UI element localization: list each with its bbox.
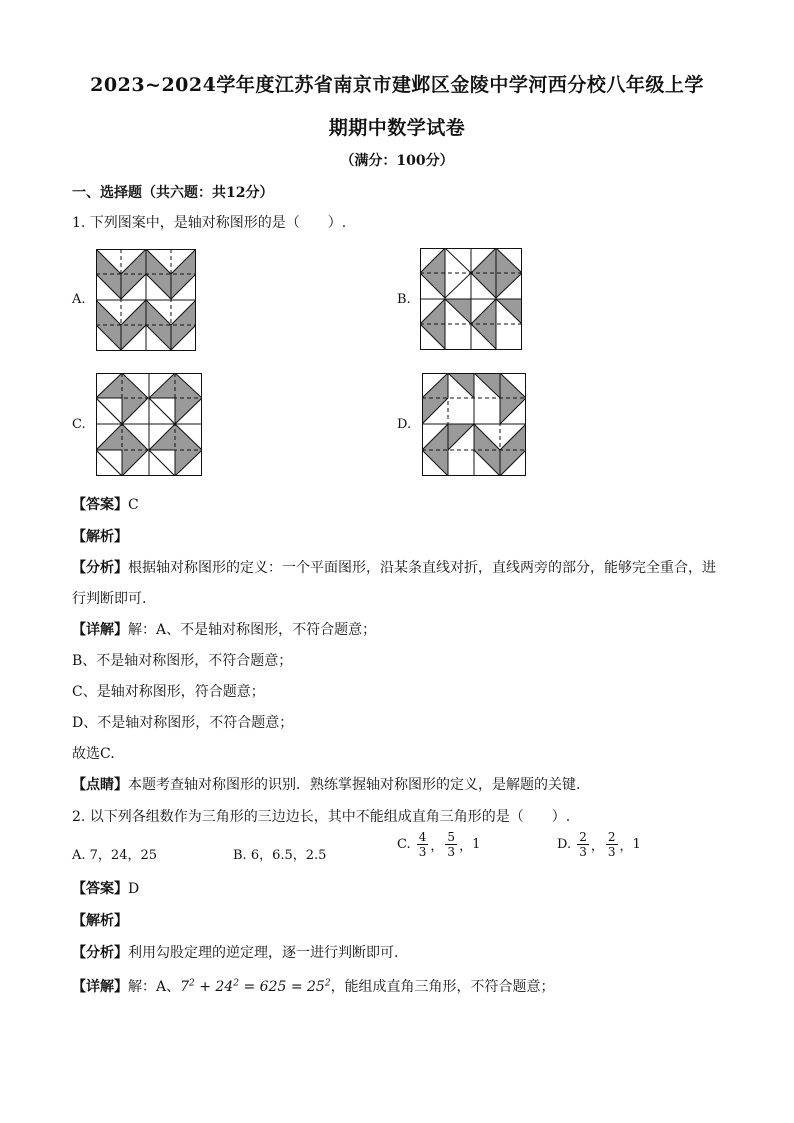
answer-value: D [128,881,140,897]
fenxi-tag: 【分析】 [72,560,128,576]
section-heading: 一、选择题（共六题：共12分） [72,185,274,201]
q1-xiangjie-d: D、不是轴对称图形，不符合题意； [72,715,294,731]
xiangjie-post: ，能组成直角三角形，不符合题意； [330,979,555,995]
q1-xiangjie-c: C、是轴对称图形，符合题意； [72,684,265,700]
q2-fenxi [72,942,398,962]
fraction-2-3-a: $\frac{2}{3}$ [579,830,587,859]
q1-stem: 1. 下列图案中，是轴对称图形的是（ ）. [72,215,347,231]
xiangjie-text: 解：A、不是轴对称图形，不符合题意； [128,622,377,638]
q1-option-c-label: C. [72,417,86,432]
xiangjie-pre: 解：A、 [128,979,181,995]
q1-option-c-figure [96,373,202,476]
fraction-5-3: $\frac{5}{3}$ [447,830,456,859]
q2-option-d: D. $\frac{2}{3}$ ， $\frac{2}{3}$ ，1 [557,830,641,859]
q1-xiangjie-b: B、不是轴对称图形，不符合题意； [72,653,293,669]
q2-stem: 2. 以下列各组数作为三角形的三边边长，其中不能组成直角三角形的是（ ）. [72,809,571,825]
q2-option-c: C. $\frac{4}{3}$ ， $\frac{5}{3}$ ，1 [397,830,481,859]
q2-option-b: B. 6，6.5，2.5 [233,848,327,863]
answer-value: C [128,497,139,513]
fraction-2-3-b: $\frac{2}{3}$ [607,830,616,859]
doc-title-line2: 期期中数学试卷 [328,117,466,139]
q2-option-a: A. 7，24，25 [72,848,158,863]
q1-fenxi [72,557,716,577]
answer-tag: 【答案】 [72,497,128,513]
q1-fenxi-cont: 行判断即可. [72,591,147,607]
q1-option-b-label: B. [397,292,411,307]
fenxi-text: 利用勾股定理的逆定理，逐一进行判断即可. [128,945,399,961]
fraction-4-3: $\frac{4}{3}$ [418,830,427,859]
q1-answer [72,494,139,514]
q2-answer [72,878,139,898]
q1-dianjing [72,774,580,794]
q2-analysis-tag: 【解析】 [72,913,128,929]
q1-option-d-figure [422,373,526,476]
xiangjie-tag: 【详解】 [72,622,128,638]
option-d-label: D. [557,837,572,852]
fenxi-text: 根据轴对称图形的定义：一个平面图形，沿某条直线对折，直线两旁的部分，能够完全重合，进 [128,560,716,576]
q1-option-a-figure [96,249,196,351]
q1-option-b-figure [420,248,522,350]
xiangjie-tag: 【详解】 [72,979,128,995]
q1-conclusion: 故选C. [72,746,115,762]
q1-xiangjie [72,619,376,639]
q1-option-a-label: A. [72,292,86,307]
doc-title-line1: 2023~2024学年度江苏省南京市建邺区金陵中学河西分校八年级上学 [90,74,704,96]
dianjing-text: 本题考查轴对称图形的识别．熟练掌握轴对称图形的定义，是解题的关键. [128,777,581,793]
dianjing-tag: 【点睛】 [72,777,128,793]
fenxi-tag: 【分析】 [72,945,128,961]
q2-xiangjie [72,976,555,996]
q1-analysis-tag: 【解析】 [72,529,128,545]
q1-option-d-label: D. [397,417,412,432]
option-c-label: C. [397,837,411,852]
answer-tag: 【答案】 [72,881,128,897]
score-note: （满分：100分） [340,153,454,169]
equation: $7^2 + 24^2 = 625 = 25^2$ [180,978,331,995]
